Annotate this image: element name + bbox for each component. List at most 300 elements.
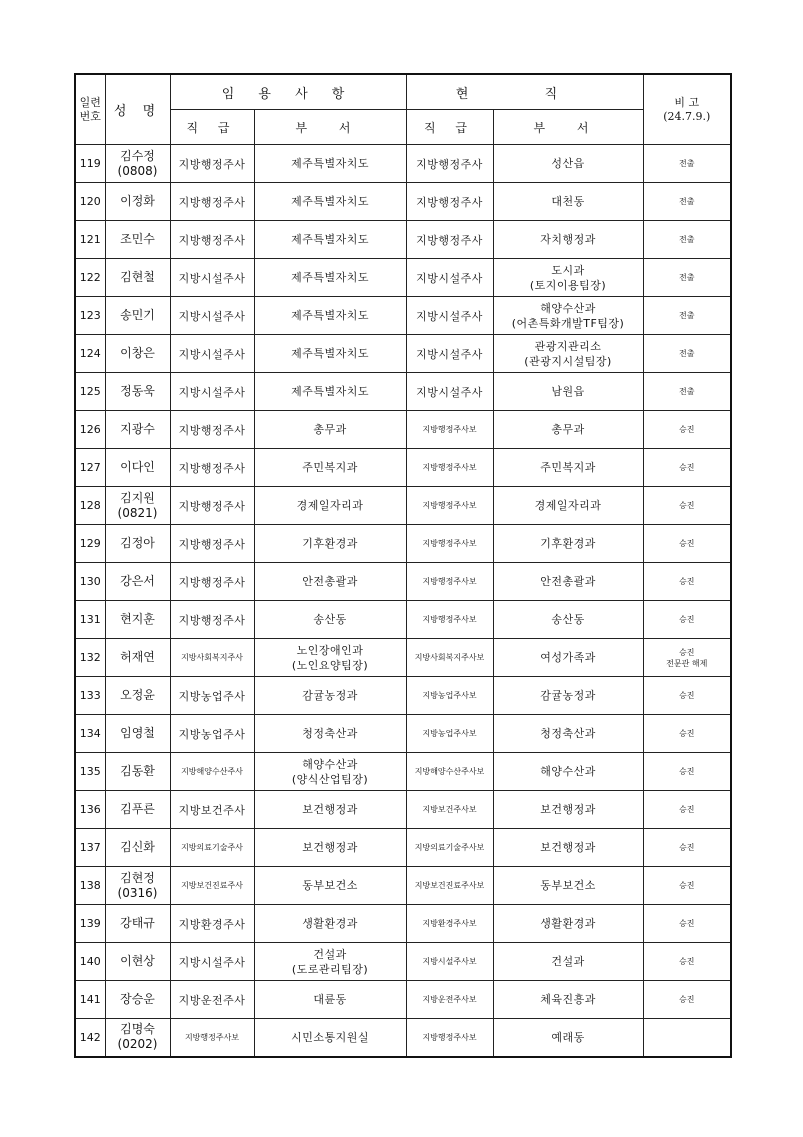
- row-number: [75, 411, 105, 449]
- appointed-dept: [254, 791, 406, 829]
- rank-text: 지방행정주사: [178, 575, 246, 589]
- table-row: [75, 639, 731, 677]
- table-header-row: [75, 74, 731, 110]
- row-note: [643, 715, 731, 753]
- appointed-rank: [170, 677, 254, 715]
- cur-dept-text: 해양수산과: [540, 301, 596, 315]
- employee-name: [105, 905, 170, 943]
- no-text: 120: [79, 195, 101, 208]
- table-row: [75, 335, 731, 373]
- cur-dept-text: 보건행정과: [540, 841, 596, 854]
- row-note: [643, 525, 731, 563]
- row-note: [643, 1019, 731, 1057]
- appointed-rank: [170, 867, 254, 905]
- cur-dept-sub-text: (토지이용팀장): [529, 278, 607, 292]
- appointed-dept: [254, 677, 406, 715]
- note-text: 승진: [679, 425, 695, 434]
- dept-text: 생활환경과: [302, 917, 358, 930]
- cur-dept-text: 기후환경과: [540, 537, 596, 550]
- name-text: 오정윤: [120, 688, 155, 702]
- current-rank: [406, 183, 493, 221]
- cur-rank-text: 지방행정주사보: [422, 539, 477, 548]
- current-rank: [406, 753, 493, 791]
- no-text: 127: [79, 461, 101, 474]
- table-row: [75, 563, 731, 601]
- appointed-dept: [254, 297, 406, 335]
- rank-text: 지방농업주사: [178, 689, 246, 703]
- current-rank: [406, 981, 493, 1019]
- row-number: [75, 981, 105, 1019]
- cur-dept-text: 안전총괄과: [540, 575, 596, 588]
- appointment-header: 임 용 사 항: [170, 74, 406, 110]
- note-text: 승진: [679, 577, 695, 586]
- cur-rank-text: 지방사회복지주사보: [414, 653, 485, 662]
- table-row: [75, 373, 731, 411]
- name-text: 김동환: [120, 764, 155, 778]
- dept-text: 청정축산과: [302, 727, 358, 740]
- current-dept: [493, 981, 643, 1019]
- appointed-rank: [170, 487, 254, 525]
- row-number: [75, 183, 105, 221]
- row-note: [643, 905, 731, 943]
- employee-name: [105, 449, 170, 487]
- cur-rank-text: 지방행정주사보: [422, 577, 477, 586]
- current-dept: [493, 411, 643, 449]
- current-dept: [493, 221, 643, 259]
- current-dept-header: 부 서: [493, 110, 643, 145]
- current-dept: [493, 487, 643, 525]
- appointed-dept: [254, 715, 406, 753]
- table-subheader-row: [75, 110, 731, 145]
- dept-text: 총무과: [313, 423, 347, 436]
- note-header: [643, 74, 731, 145]
- row-note: [643, 411, 731, 449]
- no-text: 141: [79, 993, 101, 1006]
- current-dept: [493, 563, 643, 601]
- appointed-dept: [254, 487, 406, 525]
- dept-text: 경제일자리과: [296, 499, 364, 512]
- no-text: 140: [79, 955, 101, 968]
- cur-rank-text: 지방보건주사보: [422, 805, 477, 814]
- appointed-rank: [170, 1019, 254, 1057]
- no-text: 137: [79, 841, 101, 854]
- name-text: 김신화: [120, 840, 155, 854]
- row-note: [643, 259, 731, 297]
- dept-text: 기후환경과: [302, 537, 358, 550]
- current-dept: [493, 449, 643, 487]
- appointed-rank: [170, 829, 254, 867]
- table-row: [75, 867, 731, 905]
- appointed-rank: [170, 791, 254, 829]
- current-dept: [493, 525, 643, 563]
- dept-text: 해양수산과: [302, 757, 358, 771]
- employee-name: [105, 259, 170, 297]
- row-note: [643, 943, 731, 981]
- employee-name: [105, 1019, 170, 1057]
- rank-header: 직 급: [170, 110, 254, 145]
- current-dept: [493, 297, 643, 335]
- cur-dept-text: 건설과: [551, 955, 585, 968]
- table-row: [75, 449, 731, 487]
- current-dept: [493, 639, 643, 677]
- table-row: [75, 145, 731, 183]
- current-dept: [493, 259, 643, 297]
- row-number: [75, 943, 105, 981]
- rank-text: 지방행정주사보: [184, 1032, 240, 1042]
- row-note: [643, 297, 731, 335]
- row-note: [643, 639, 731, 677]
- rank-text: 지방사회복지주사: [181, 653, 243, 662]
- dept-text: 제주특별자치도: [291, 271, 369, 284]
- dept-text: 제주특별자치도: [291, 347, 369, 360]
- row-note: [643, 373, 731, 411]
- rank-text: 지방행정주사: [178, 423, 246, 437]
- appointed-dept: [254, 829, 406, 867]
- dept-text: 제주특별자치도: [291, 233, 369, 246]
- current-rank: [406, 601, 493, 639]
- table-row: [75, 487, 731, 525]
- note-text: 승진: [679, 957, 695, 966]
- rank-text: 지방행정주사: [178, 157, 246, 171]
- cur-rank-text: 지방시설주사보: [422, 957, 477, 966]
- current-rank: [406, 943, 493, 981]
- appointed-dept: [254, 867, 406, 905]
- cur-rank-text: 지방의료기술주사보: [414, 843, 485, 852]
- appointed-dept: [254, 639, 406, 677]
- row-note: [643, 145, 731, 183]
- dept-text: 제주특별자치도: [291, 157, 369, 170]
- cur-rank-text: 지방행정주사보: [422, 1032, 477, 1042]
- employee-name: [105, 183, 170, 221]
- row-number: [75, 715, 105, 753]
- row-number: [75, 639, 105, 677]
- personnel-appointment-table: [74, 73, 732, 1058]
- table-row: [75, 221, 731, 259]
- row-number: [75, 449, 105, 487]
- current-dept: [493, 905, 643, 943]
- current-rank: [406, 335, 493, 373]
- table-row: [75, 601, 731, 639]
- cur-rank-text: 지방행정주사: [416, 157, 483, 171]
- row-number: [75, 525, 105, 563]
- rank-text: 지방행정주사: [178, 195, 246, 209]
- dept-sub-text: (양식산업팀장): [291, 772, 369, 786]
- current-rank: [406, 145, 493, 183]
- cur-rank-text: 지방행정주사: [416, 233, 483, 247]
- current-rank: [406, 905, 493, 943]
- cur-dept-text: 송산동: [551, 613, 585, 626]
- no-text: 122: [79, 271, 101, 284]
- note-header-label: 비 고: [674, 95, 700, 109]
- table-row: [75, 753, 731, 791]
- cur-dept-text: 예래동: [551, 1030, 585, 1044]
- row-number: [75, 677, 105, 715]
- note-text: 전출: [679, 273, 695, 282]
- appointed-rank: [170, 183, 254, 221]
- appointed-rank: [170, 943, 254, 981]
- current-rank: [406, 259, 493, 297]
- rank-text: 지방시설주사: [178, 309, 246, 323]
- rank-text: 지방시설주사: [178, 271, 246, 285]
- name-text: 장승운: [120, 992, 155, 1006]
- note-text: 전출: [679, 197, 695, 206]
- current-dept: [493, 715, 643, 753]
- dept-sub-text: (노인요양팀장): [291, 658, 369, 672]
- row-number: [75, 905, 105, 943]
- cur-dept-text: 도시과: [551, 263, 585, 277]
- name-text: 김지원: [120, 490, 155, 505]
- name-text: 이창은: [120, 346, 155, 360]
- employee-name: [105, 715, 170, 753]
- current-rank: [406, 791, 493, 829]
- dept-text: 제주특별자치도: [291, 309, 369, 322]
- dept-text: 노인장애인과: [296, 643, 364, 657]
- name-text: 김현철: [120, 270, 155, 284]
- rank-text: 지방보건주사: [178, 803, 246, 817]
- current-rank: [406, 715, 493, 753]
- name-sub-text: (0202): [117, 1037, 158, 1052]
- current-dept: [493, 335, 643, 373]
- appointed-rank: [170, 411, 254, 449]
- note-text: 승진: [679, 881, 695, 890]
- employee-name: [105, 221, 170, 259]
- cur-dept-text: 남원읍: [551, 385, 585, 398]
- name-text: 이현상: [120, 954, 155, 968]
- appointed-dept: [254, 601, 406, 639]
- cur-rank-text: 지방행정주사보: [422, 425, 477, 434]
- appointed-dept: [254, 449, 406, 487]
- employee-name: [105, 677, 170, 715]
- note-text: 승진: [679, 501, 695, 510]
- no-text: 123: [79, 309, 101, 322]
- current-dept: [493, 601, 643, 639]
- cur-dept-text: 여성가족과: [540, 651, 596, 664]
- rank-text: 지방시설주사: [178, 955, 246, 969]
- row-note: [643, 981, 731, 1019]
- row-number: [75, 145, 105, 183]
- cur-rank-text: 지방운전주사보: [422, 995, 477, 1004]
- current-rank: [406, 221, 493, 259]
- table-row: [75, 183, 731, 221]
- rank-text: 지방의료기술주사: [181, 843, 243, 852]
- row-note: [643, 867, 731, 905]
- rank-text: 지방시설주사: [178, 385, 246, 399]
- cur-dept-sub-text: (어촌특화개발TF팀장): [511, 316, 625, 330]
- name-text: 이다인: [120, 460, 155, 474]
- current-dept: [493, 943, 643, 981]
- row-note: [643, 829, 731, 867]
- cur-rank-text: 지방행정주사: [416, 195, 483, 209]
- note-header-date: (24.7.9.): [663, 109, 711, 123]
- cur-dept-text: 해양수산과: [540, 765, 596, 778]
- cur-dept-text: 청정축산과: [540, 727, 596, 740]
- rank-text: 지방행정주사: [178, 461, 246, 475]
- row-note: [643, 563, 731, 601]
- row-number: [75, 335, 105, 373]
- current-rank: [406, 677, 493, 715]
- rank-text: 지방농업주사: [178, 727, 246, 741]
- note-text: 승진: [679, 805, 695, 814]
- employee-name: [105, 145, 170, 183]
- cur-dept-text: 경제일자리과: [534, 499, 602, 512]
- note-text: 승진: [679, 463, 695, 472]
- cur-rank-text: 지방농업주사보: [422, 729, 477, 738]
- appointed-rank: [170, 639, 254, 677]
- cur-rank-text: 지방행정주사보: [422, 615, 477, 624]
- appointed-dept: [254, 259, 406, 297]
- dept-text: 제주특별자치도: [291, 385, 369, 398]
- current-dept: [493, 183, 643, 221]
- current-dept: [493, 829, 643, 867]
- current-rank: [406, 487, 493, 525]
- no-text: 139: [79, 917, 101, 930]
- cur-dept-text: 자치행정과: [540, 233, 596, 246]
- row-note: [643, 221, 731, 259]
- no-text: 129: [79, 537, 101, 550]
- cur-rank-text: 지방농업주사보: [422, 691, 477, 700]
- current-dept: [493, 1019, 643, 1057]
- name-text: 송민기: [120, 308, 155, 322]
- name-text: 강태규: [120, 916, 155, 930]
- cur-dept-text: 감귤농정과: [540, 689, 596, 702]
- current-dept: [493, 867, 643, 905]
- dept-text: 감귤농정과: [302, 689, 358, 702]
- note-text: 승진: [679, 691, 695, 700]
- table-row: [75, 259, 731, 297]
- employee-name: [105, 943, 170, 981]
- current-dept: [493, 677, 643, 715]
- name-text: 허재연: [120, 650, 155, 664]
- row-note: [643, 335, 731, 373]
- employee-name: [105, 525, 170, 563]
- appointed-rank: [170, 221, 254, 259]
- row-number: [75, 221, 105, 259]
- current-dept: [493, 145, 643, 183]
- name-text: 현지훈: [120, 612, 155, 626]
- current-position-header: 현 직: [406, 74, 643, 110]
- appointed-rank: [170, 297, 254, 335]
- table-body: [75, 145, 731, 1057]
- note-sub-text: 전문관 해제: [666, 658, 708, 668]
- cur-dept-text: 대천동: [551, 195, 585, 208]
- appointed-dept: [254, 373, 406, 411]
- row-note: [643, 791, 731, 829]
- appointed-rank: [170, 563, 254, 601]
- current-rank: [406, 449, 493, 487]
- table-row: [75, 905, 731, 943]
- no-text: 142: [79, 1030, 101, 1044]
- current-dept: [493, 791, 643, 829]
- dept-text: 건설과: [313, 947, 347, 961]
- dept-text: 주민복지과: [302, 461, 358, 474]
- appointed-rank: [170, 753, 254, 791]
- name-text: 김푸른: [120, 802, 155, 816]
- no-text: 134: [79, 727, 101, 740]
- table-row: [75, 297, 731, 335]
- appointed-dept: [254, 411, 406, 449]
- dept-text: 시민소통지원실: [291, 1030, 369, 1044]
- current-rank: [406, 373, 493, 411]
- row-note: [643, 487, 731, 525]
- current-rank: [406, 563, 493, 601]
- employee-name: [105, 981, 170, 1019]
- rank-text: 지방행정주사: [178, 499, 246, 513]
- current-rank: [406, 867, 493, 905]
- row-note: [643, 449, 731, 487]
- employee-name: [105, 487, 170, 525]
- name-text: 지광수: [120, 422, 155, 436]
- current-rank: [406, 297, 493, 335]
- name-text: 조민수: [120, 232, 155, 246]
- cur-rank-text: 지방보건진료주사보: [414, 881, 485, 890]
- cur-rank-text: 지방시설주사: [416, 271, 483, 285]
- current-rank: [406, 639, 493, 677]
- note-text: 승진: [679, 995, 695, 1004]
- appointed-rank: [170, 335, 254, 373]
- employee-name: [105, 335, 170, 373]
- row-number: [75, 1019, 105, 1057]
- appointed-rank: [170, 905, 254, 943]
- seq-number-header: 일련번호: [75, 74, 105, 145]
- name-text: 정동욱: [120, 384, 155, 398]
- rank-text: 지방운전주사: [178, 993, 246, 1007]
- row-note: [643, 677, 731, 715]
- appointed-rank: [170, 259, 254, 297]
- employee-name: [105, 601, 170, 639]
- appointed-dept: [254, 1019, 406, 1057]
- note-text: 승진: [679, 615, 695, 624]
- employee-name: [105, 829, 170, 867]
- cur-rank-text: 지방행정주사보: [422, 501, 477, 510]
- cur-dept-text: 성산읍: [551, 157, 585, 170]
- row-note: [643, 601, 731, 639]
- no-text: 138: [79, 879, 101, 892]
- employee-name: [105, 791, 170, 829]
- employee-name: [105, 373, 170, 411]
- name-text: 김명숙: [120, 1022, 155, 1037]
- name-sub-text: (0316): [117, 885, 158, 900]
- row-note: [643, 183, 731, 221]
- cur-rank-text: 지방환경주사보: [422, 919, 477, 928]
- table-row: [75, 525, 731, 563]
- appointed-rank: [170, 981, 254, 1019]
- appointed-dept: [254, 563, 406, 601]
- row-number: [75, 297, 105, 335]
- appointed-rank: [170, 715, 254, 753]
- rank-text: 지방보건진료주사: [181, 881, 243, 890]
- appointed-dept: [254, 981, 406, 1019]
- cur-dept-text: 동부보건소: [540, 879, 596, 892]
- cur-rank-text: 지방시설주사: [416, 309, 483, 323]
- row-note: [643, 753, 731, 791]
- rank-text: 지방행정주사: [178, 233, 246, 247]
- no-text: 128: [79, 499, 101, 512]
- cur-dept-text: 체육진흥과: [540, 993, 596, 1006]
- employee-name: [105, 297, 170, 335]
- name-text: 김현정: [120, 870, 155, 885]
- row-number: [75, 829, 105, 867]
- no-text: 121: [79, 233, 101, 246]
- appointed-dept: [254, 525, 406, 563]
- name-text: 김정아: [120, 536, 155, 550]
- note-text: 승진: [679, 919, 695, 928]
- appointed-rank: [170, 601, 254, 639]
- current-rank: [406, 829, 493, 867]
- cur-dept-text: 총무과: [551, 423, 585, 436]
- dept-text: 동부보건소: [302, 879, 358, 892]
- rank-text: 지방시설주사: [178, 347, 246, 361]
- name-text: 강은서: [120, 574, 155, 588]
